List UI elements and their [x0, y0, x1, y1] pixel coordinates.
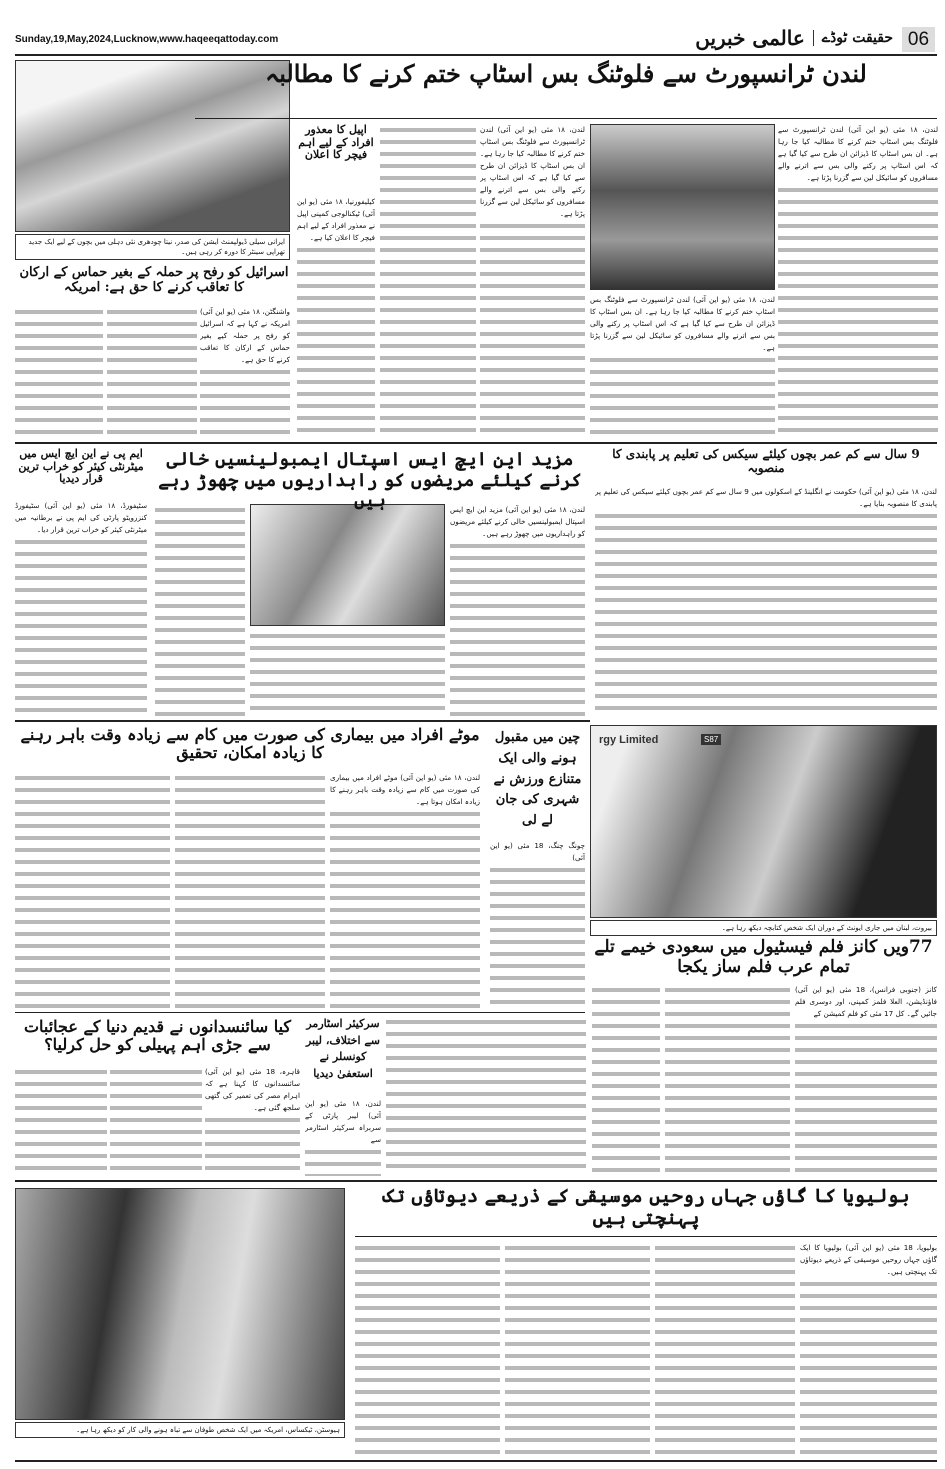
- booth-sign: S87: [701, 734, 721, 745]
- israel-body: واشنگٹن، ۱۸ مئی (یو این آئی) امریکہ نے کہا ہے کہ اسرائیل کو رفح پر حملہ کیے بغیر حماس کے ارکان کا تعاقب کرنے کا حق ہے۔: [200, 306, 290, 368]
- bolivia-col-3: [505, 1242, 650, 1456]
- obese-body: لندن، ۱۸ مئی (یو این آئی) موٹے افراد میں بیماری کی صورت میں کام سے زیادہ وقت باہر رہنے کا زیادہ امکان ہوتا ہے۔: [330, 772, 480, 810]
- nhs-col-1: [450, 504, 585, 716]
- london-headline: لندن ٹرانسپورٹ سے فلوٹنگ بس اسٹاپ ختم کرنے کا مطالبہ: [265, 59, 867, 88]
- science-col-1: [205, 1066, 300, 1176]
- starmer-headline: سرکیئر اسٹارمر سے اختلاف، لیبر کونسلر نے استعفیٰ دیدیا: [305, 1017, 381, 1080]
- bolivia-col-1: [800, 1242, 937, 1456]
- nhs-col-3: [250, 630, 445, 716]
- misc-col: [386, 1016, 586, 1176]
- section-title: عالمی خبریں: [695, 26, 805, 50]
- expo-photo: [590, 725, 937, 918]
- china-headline: چین میں مقبول ہونے والی ایک متنازع ورزش نے شہری کی جان لے لی: [493, 730, 582, 829]
- page-number: 06: [902, 27, 935, 52]
- starmer-col: [305, 1098, 381, 1176]
- cannes-col-1: [795, 984, 937, 1176]
- cannes-headline: 77ویں کانز فلم فیسٹیول میں سعودی خیمے تلے تمام عرب فلم ساز یکجا: [594, 937, 933, 977]
- china-col: [490, 840, 585, 1008]
- london-col-1: [778, 124, 938, 438]
- mp-col: [15, 500, 147, 716]
- expo-banner-text: rgy Limited: [599, 734, 659, 746]
- israel-col-2: [107, 306, 197, 438]
- cannes-col-3: [592, 984, 660, 1176]
- nhs-headline: مزید این ایچ ایس اسپتال ایمبولینسیں خالی کرنے کیلئے مریضوں کو راہداریوں میں چھوڑ رہے ہیں: [158, 449, 582, 512]
- apple-headline: اپیل کا معذور افراد کے لیے اہم فیچر کا اعلان: [298, 123, 374, 162]
- starmer-body: لندن، ۱۸ مئی (یو این آئی) لیبر پارٹی کے سربراہ سرکیئر اسٹارمر سے: [305, 1098, 381, 1148]
- bottom-rule: [15, 1460, 937, 1462]
- london-body: لندن، ۱۸ مئی (یو این آئی) لندن ٹرانسپورٹ سے فلوٹنگ بس اسٹاپ ختم کرنے کا مطالبہ کیا جا رہا ہے۔ ان بس اسٹاپ کا ڈیزائن ان طرح سے کیا گیا ہے کہ اس اسٹاپ پر رکنے والی بس سے اترنے والے مسافروں کو سائیکل لین سے گزرنا پڑتا ہے۔: [778, 124, 938, 186]
- rule: [15, 442, 937, 444]
- science-headline: کیا سائنسدانوں نے قدیم دنیا کے عجائبات سے جڑی اہم پہیلی کو حل کرلیا؟: [23, 1017, 292, 1055]
- rule: [355, 1236, 937, 1237]
- bolivia-col-4: [355, 1242, 500, 1456]
- masthead-group: [695, 26, 893, 50]
- apple-body: کیلیفورنیا، ۱۸ مئی (یو این آئی) ٹیکنالوجی کمپنی اپیل نے معذور افراد کے لیے اہم فیچر کا اعلان کیا ہے۔: [297, 196, 375, 246]
- london-col-4: [380, 124, 476, 438]
- mp-body: سٹیفورڈ، ۱۸ مئی (یو این آئی) سٹیفورڈ کنزرویٹو پارٹی کی ایم پی نے برطانیہ میں میٹرنٹی کیئر کو خراب ترین قرار دیا۔: [15, 500, 147, 538]
- cannes-body: کانز (جنوبی فرانس)، 18 مئی (یو این آئی) فاؤنڈیشن، العلا فلمز کمپنی، اور دوسری فلم جائیں گے۔ کل 17 مئی کو فلم کمیشن کے: [795, 984, 937, 1022]
- bolivia-body: بولیویا، 18 مئی (یو این آئی) بولیویا کا ایک گاؤں جہاں روحیں موسیقی کے ذریعے دیوتاؤں تک پہنچتی ہیں۔: [800, 1242, 937, 1280]
- london-body: لندن، ۱۸ مئی (یو این آئی) لندن ٹرانسپورٹ سے فلوٹنگ بس اسٹاپ ختم کرنے کا مطالبہ کیا جا رہا ہے۔ ان بس اسٹاپ کا ڈیزائن ان طرح سے کیا گیا ہے کہ اس اسٹاپ پر رکنے والی بس سے اترنے والے مسافروں کو سائیکل لین سے گزرنا پڑتا ہے۔: [480, 124, 585, 222]
- houston-photo: [15, 1188, 345, 1420]
- train-photo: [590, 124, 775, 290]
- masthead-logo: حقیقت ٹوڈے: [813, 30, 893, 46]
- bolivia-headline: بولیویا کا گاؤں جہاں روحیں موسیقی کے ذریعے دیوتاؤں تک پہنچتی ہیں: [382, 1185, 910, 1229]
- rule: [15, 1180, 937, 1182]
- israel-col-3: [15, 306, 103, 438]
- rule: [15, 720, 590, 722]
- science-col-3: [15, 1066, 107, 1176]
- rule: [15, 1012, 585, 1013]
- london-col-2: [590, 294, 775, 438]
- hospital-photo: [250, 504, 445, 626]
- science-body: قاہرہ، 18 مئی (یو این آئی) سائنسدانوں کا کہنا ہے کہ اہرام مصر کی تعمیر کی گتھی سلجھ گئی ہے۔: [205, 1066, 300, 1116]
- nhs-body: لندن، ۱۸ مئی (یو این آئی) مزید این ایچ ایس اسپتال ایمبولینسیں خالی کرنے کیلئے مریضوں کو راہداریوں میں چھوڑ رہے ہیں۔: [450, 504, 585, 542]
- header-rule: [15, 54, 937, 56]
- obese-headline: موٹے افراد میں بیماری کی صورت میں کام سے زیادہ وقت باہر رہنے کا زیادہ امکان، تحقیق: [20, 725, 480, 763]
- houston-caption: ہیوسٹن، ٹیکساس، امریکہ میں ایک شخص طوفان سے تباہ ہونے والی کار کو دیکھ رہا ہے۔: [15, 1422, 345, 1438]
- delhi-caption: ایرانی سیلی ڈیولپمنٹ ایشن کی صدر، نیتا چودھری نئی دہلی میں بچوں کے لیے ایک جدید تھراپی سینٹر کا دورہ کر رہی ہیں۔: [15, 234, 290, 260]
- mp-headline: ایم پی نے این ایچ ایس میں میٹرنٹی کیئر کو خراب ترین قرار دیدیا: [18, 447, 144, 486]
- apple-col: [297, 196, 375, 438]
- london-body: لندن، ۱۸ مئی (یو این آئی) لندن ٹرانسپورٹ سے فلوٹنگ بس اسٹاپ ختم کرنے کا مطالبہ کیا جا رہا ہے۔ ان بس اسٹاپ کا ڈیزائن ان طرح سے کیا گیا ہے کہ اس اسٹاپ پر رکنے والی بس سے اترنے والے مسافروں کو سائیکل لین سے گزرنا پڑتا ہے۔: [590, 294, 775, 356]
- obese-col-3: [15, 772, 170, 1008]
- obese-col-2: [175, 772, 325, 1008]
- science-col-2: [110, 1066, 202, 1176]
- expo-caption: بیروت، لبنان میں جاری ایونٹ کے دوران ایک شخص کتابچہ دیکھ رہا ہے۔: [590, 920, 937, 936]
- nhs-col-2: [155, 504, 245, 716]
- cannes-col-2: [665, 984, 790, 1176]
- sexed-body: لندن، ۱۸ مئی (یو این آئی) حکومت نے انگلینڈ کے اسکولوں میں 9 سال سے کم عمر بچوں کیلئے سیکس کی تعلیم پر پابندی کا منصوبہ بنایا ہے۔: [595, 486, 937, 512]
- sexed-headline: 9 سال سے کم عمر بچوں کیلئے سیکس کی تعلیم پر پابندی کا منصوبہ: [612, 447, 920, 475]
- obese-col-1: [330, 772, 480, 1008]
- israel-col-1: [200, 306, 290, 438]
- rule: [195, 118, 937, 119]
- bolivia-col-2: [655, 1242, 795, 1456]
- sexed-col: [595, 486, 937, 716]
- london-col-3: [480, 124, 585, 438]
- israel-headline: اسرائیل کو رفح پر حملہ کے بغیر حماس کے ارکان کا تعاقب کرنے کا حق ہے: امریکہ: [19, 265, 289, 295]
- dateline: Sunday,19,May,2024,Lucknow,www.haqeeqattoday.com: [15, 34, 279, 45]
- china-body: چونگ چنگ، 18 مئی (یو این آئی): [490, 840, 585, 866]
